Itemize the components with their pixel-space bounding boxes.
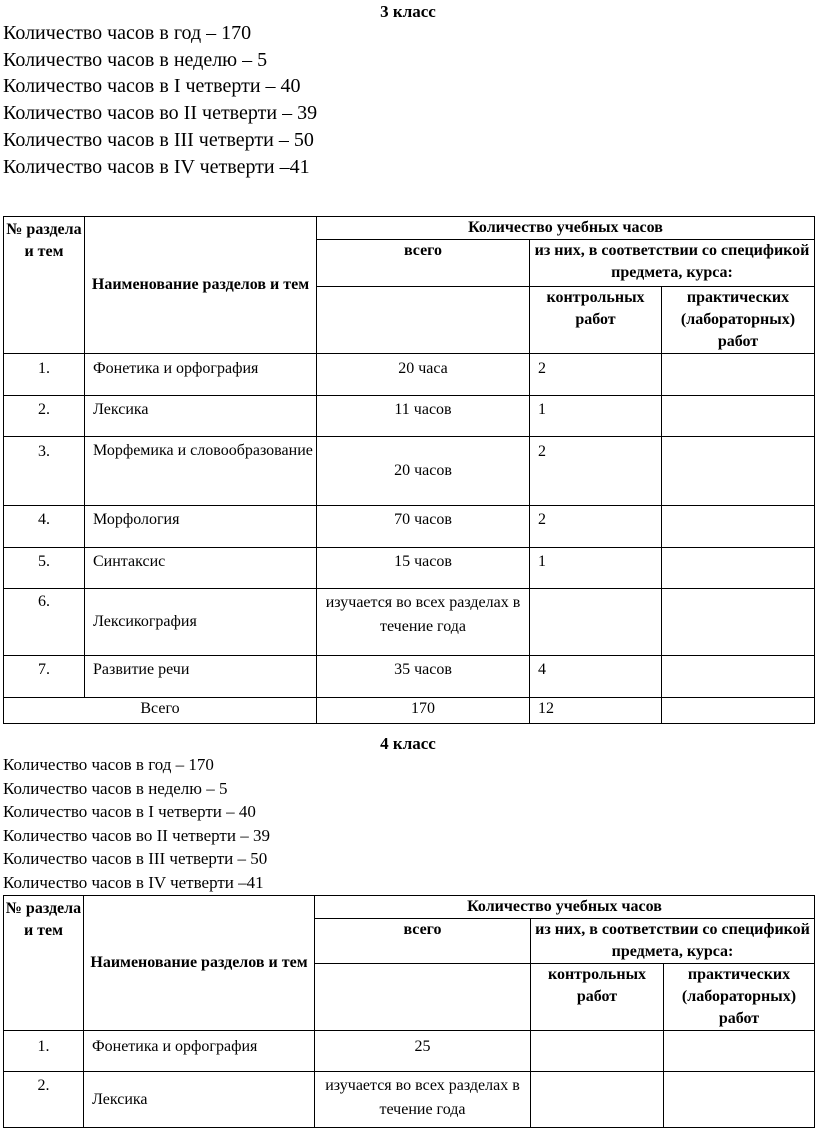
- row-hours: изучается во всех разделах в течение года: [315, 1072, 531, 1128]
- grade3-table: [3, 216, 815, 724]
- grade3-info: [3, 20, 317, 180]
- row-tests: 1: [530, 548, 662, 589]
- table-row: [4, 506, 815, 548]
- row-name: Фонетика и орфография: [85, 354, 317, 396]
- row-tests: [530, 589, 662, 656]
- row-tests: [531, 1072, 664, 1128]
- row-name: Развитие речи: [85, 656, 317, 698]
- row-hours: 35 часов: [317, 656, 530, 698]
- header-name: Наименование разделов и тем: [85, 217, 317, 354]
- info-line: Количество часов в I четверти – 40: [3, 802, 256, 821]
- table-row: [4, 1072, 815, 1128]
- total-tests: 12: [530, 698, 662, 724]
- info-line: Количество часов в год – 170: [3, 755, 214, 774]
- grade4-title: 4 класс: [380, 734, 436, 753]
- row-name: Лексика: [84, 1072, 315, 1128]
- row-hours: изучается во всех разделах в течение года: [317, 589, 530, 656]
- row-practical: [662, 354, 815, 396]
- empty-cell: [315, 964, 531, 1031]
- row-name: Морфология: [85, 506, 317, 548]
- grade3-title: 3 класс: [380, 2, 436, 21]
- header-name: Наименование разделов и тем: [84, 896, 315, 1031]
- header-practical: практических (лабораторных) работ: [662, 287, 815, 354]
- header-of-them: из них, в соответствии со спецификой предмета, курса:: [531, 919, 815, 964]
- table-row: [4, 589, 815, 656]
- row-tests: [531, 1031, 664, 1072]
- total-row: [4, 698, 815, 724]
- row-practical: [662, 437, 815, 506]
- row-practical: [664, 1072, 815, 1128]
- table-row: [4, 396, 815, 437]
- info-line: Количество часов в III четверти – 50: [3, 849, 268, 868]
- info-line: Количество часов в I четверти – 40: [3, 75, 301, 98]
- info-line: Количество часов во II четверти – 39: [3, 102, 318, 125]
- row-tests: 1: [530, 396, 662, 437]
- header-num: № раздела и тем: [4, 896, 84, 1031]
- row-practical: [662, 506, 815, 548]
- grade4-info: [3, 753, 270, 894]
- info-line: Количество часов в IV четверти –41: [3, 155, 310, 178]
- total-practical: [662, 698, 815, 724]
- header-of-them: из них, в соответствии со спецификой предмета, курса:: [530, 240, 815, 287]
- row-num: 1.: [4, 1031, 84, 1072]
- row-practical: [662, 656, 815, 698]
- row-num: 5.: [4, 548, 85, 589]
- row-num: 7.: [4, 656, 85, 698]
- row-name: Фонетика и орфография: [84, 1031, 315, 1072]
- row-practical: [662, 396, 815, 437]
- row-num: 3.: [4, 437, 85, 506]
- empty-cell: [317, 287, 530, 354]
- info-line: Количество часов в IV четверти –41: [3, 872, 264, 892]
- row-tests: 2: [530, 354, 662, 396]
- header-hours: Количество учебных часов: [315, 896, 815, 919]
- header-total: всего: [315, 919, 531, 964]
- table-row: [4, 656, 815, 698]
- row-tests: 4: [530, 656, 662, 698]
- row-num: 4.: [4, 506, 85, 548]
- row-num: 1.: [4, 354, 85, 396]
- row-name: Лексика: [85, 396, 317, 437]
- row-hours: 25: [315, 1031, 531, 1072]
- info-line: Количество часов в III четверти – 50: [3, 128, 314, 151]
- total-hours: 170: [317, 698, 530, 724]
- row-num: 6.: [4, 589, 85, 656]
- row-hours: 20 часов: [317, 437, 530, 506]
- row-hours: 11 часов: [317, 396, 530, 437]
- table-row: [4, 437, 815, 506]
- table-row: [4, 548, 815, 589]
- row-name: Лексикография: [85, 589, 317, 656]
- header-total: всего: [317, 240, 530, 287]
- row-practical: [662, 548, 815, 589]
- header-tests: контрольных работ: [530, 287, 662, 354]
- header-practical: практических (лабораторных) работ: [664, 964, 815, 1031]
- info-line: Количество часов во II четверти – 39: [3, 825, 270, 845]
- row-practical: [664, 1031, 815, 1072]
- header-hours: Количество учебных часов: [317, 217, 815, 240]
- header-tests: контрольных работ: [531, 964, 664, 1031]
- row-hours: 15 часов: [317, 548, 530, 589]
- table-row: [4, 354, 815, 396]
- header-num: № раздела и тем: [4, 217, 85, 354]
- total-label: Всего: [4, 698, 317, 724]
- row-num: 2.: [4, 396, 85, 437]
- row-hours: 70 часов: [317, 506, 530, 548]
- info-line: Количество часов в год – 170: [3, 22, 252, 44]
- info-line: Количество часов в неделю – 5: [3, 48, 268, 71]
- row-name: Синтаксис: [85, 548, 317, 589]
- row-name: Морфемика и словообразование: [85, 437, 317, 506]
- row-tests: 2: [530, 506, 662, 548]
- table-row: [4, 1031, 815, 1072]
- row-hours: 20 часа: [317, 354, 530, 396]
- info-line: Количество часов в неделю – 5: [3, 778, 228, 798]
- row-practical: [662, 589, 815, 656]
- grade4-table: [3, 895, 815, 1128]
- row-tests: 2: [530, 437, 662, 506]
- row-num: 2.: [4, 1072, 84, 1128]
